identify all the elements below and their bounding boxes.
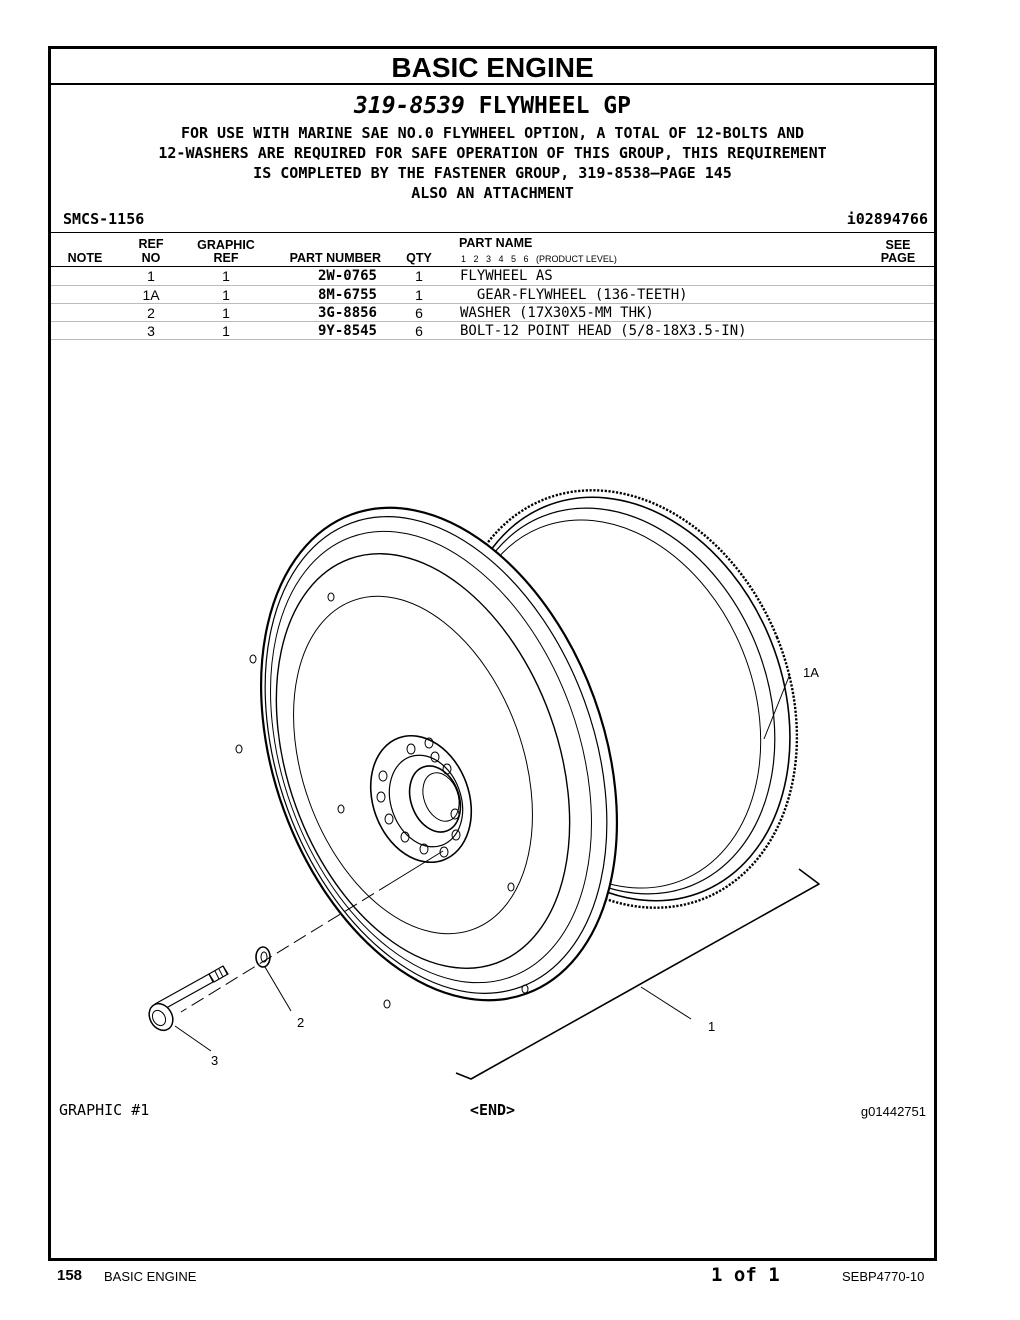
row-qty: 1 — [415, 287, 423, 303]
header-product-levels: 1 2 3 4 5 6 (PRODUCT LEVEL) — [461, 254, 617, 264]
row-graphic-ref: 1 — [222, 305, 230, 321]
footer-section: BASIC ENGINE — [104, 1269, 197, 1284]
row-graphic-ref: 1 — [222, 268, 230, 284]
row-part-number[interactable]: 3G-8856 — [317, 305, 377, 321]
description-line: ALSO AN ATTACHMENT — [411, 184, 574, 202]
header-part-name: PART NAME — [459, 236, 533, 250]
description-line: FOR USE WITH MARINE SAE NO.0 FLYWHEEL OPTION, A TOTAL OF 12-BOLTS AND — [180, 124, 805, 142]
group-number[interactable]: 319-8539 — [354, 93, 465, 119]
row-qty: 6 — [415, 305, 423, 321]
row-qty: 1 — [415, 268, 423, 284]
header-ref-bottom: NO — [141, 251, 161, 265]
row-part-number[interactable]: 8M-6755 — [317, 287, 377, 303]
footer-page-of: 1 of 1 — [711, 1264, 780, 1286]
header-graphic-bottom: REF — [213, 251, 239, 265]
row-part-number[interactable]: 9Y-8545 — [317, 323, 377, 339]
description-line: 12-WASHERS ARE REQUIRED FOR SAFE OPERATION OF THIS GROUP, THIS REQUIREMENT — [158, 144, 827, 162]
callout-1a: 1A — [803, 665, 819, 680]
row-part-name: GEAR-FLYWHEEL (136-TEETH) — [460, 287, 688, 303]
footer-doc-id: SEBP4770-10 — [842, 1269, 925, 1284]
row-ref: 1 — [147, 268, 155, 284]
callout-2: 2 — [297, 1015, 305, 1030]
smcs-code: SMCS-1156 — [63, 210, 145, 228]
washer-drawing — [256, 947, 270, 967]
row-qty: 6 — [415, 323, 423, 339]
row-part-name: BOLT-12 POINT HEAD (5/8-18X3.5-IN) — [460, 323, 747, 339]
callout-3: 3 — [211, 1053, 219, 1068]
row-graphic-ref: 1 — [222, 287, 230, 303]
page-frame — [48, 46, 937, 1261]
flywheel-exploded-illustration — [51, 49, 934, 1258]
graphic-label: GRAPHIC #1 — [59, 1101, 150, 1119]
header-graphic-top: GRAPHIC — [197, 238, 255, 252]
group-name: FLYWHEEL GP — [478, 93, 631, 119]
row-ref: 3 — [147, 323, 155, 339]
footer-page-number: 158 — [57, 1267, 83, 1284]
header-qty: QTY — [406, 251, 432, 265]
row-part-name: WASHER (17X30X5-MM THK) — [460, 305, 654, 321]
header-part-number: PART NUMBER — [289, 251, 381, 265]
row-part-name: FLYWHEEL AS — [460, 268, 553, 284]
end-marker: <END> — [469, 1101, 516, 1119]
header-see-bottom: PAGE — [880, 251, 916, 265]
description-line: IS COMPLETED BY THE FASTENER GROUP, 319-8538—PAGE 145 — [253, 164, 732, 182]
callout-1: 1 — [708, 1019, 716, 1034]
header-ref-top: REF — [138, 237, 164, 251]
section-title: BASIC ENGINE — [51, 49, 934, 85]
row-ref: 1A — [142, 287, 160, 303]
header-see-top: SEE — [885, 238, 911, 252]
row-graphic-ref: 1 — [222, 323, 230, 339]
bolt-drawing — [144, 966, 228, 1035]
illustration-id: i02894766 — [846, 210, 928, 228]
graphic-id: g01442751 — [860, 1104, 926, 1119]
row-part-number[interactable]: 2W-0765 — [317, 268, 377, 284]
row-ref: 2 — [147, 305, 155, 321]
header-note: NOTE — [67, 251, 103, 265]
